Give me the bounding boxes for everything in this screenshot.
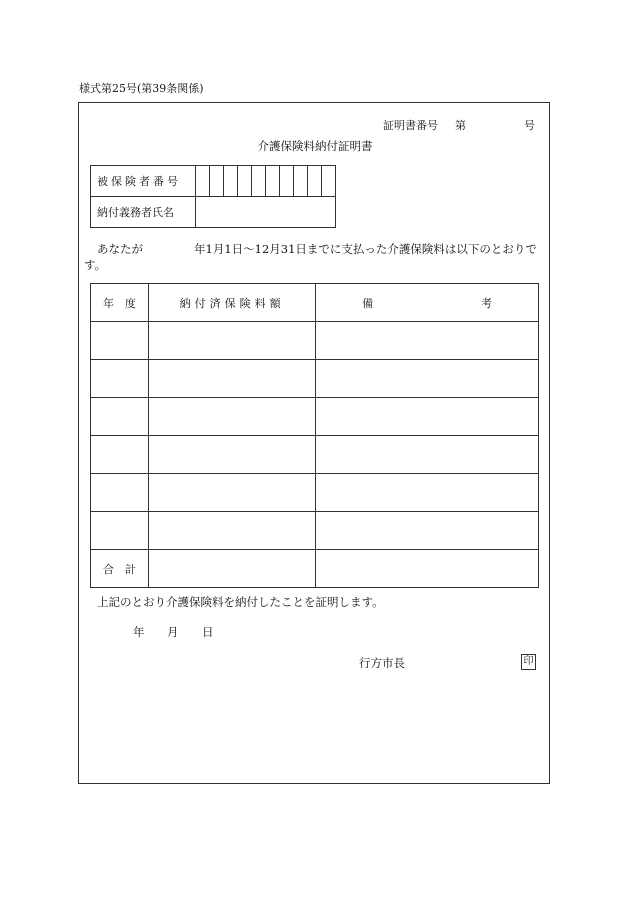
total-label: 合 計: [91, 550, 149, 588]
insured-number-row: [91, 166, 336, 197]
table-row: [91, 322, 539, 360]
table-row: [91, 512, 539, 550]
payer-name-field: [196, 197, 336, 228]
insured-number-digit-box: [266, 166, 280, 197]
year-cell: [91, 512, 149, 550]
insured-number-digit-box: [280, 166, 294, 197]
seal-mark: 印: [521, 654, 536, 670]
certificate-number-prefix: 第: [455, 119, 466, 132]
date-year: 年: [133, 625, 145, 639]
amount-cell: [148, 398, 315, 436]
remarks-cell: [316, 474, 539, 512]
table-row: [91, 474, 539, 512]
date-day: 日: [202, 625, 214, 639]
insured-number-digit-box: [252, 166, 266, 197]
remarks-cell: [316, 360, 539, 398]
insured-number-digit-box: [238, 166, 252, 197]
remarks-cell: [316, 436, 539, 474]
table-row: [91, 360, 539, 398]
total-row: [91, 550, 539, 588]
insured-number-digit-box: [322, 166, 336, 197]
payer-name-label: 納付義務者氏名: [91, 197, 196, 228]
year-cell: [91, 322, 149, 360]
body-text-period: 年1月1日～12月31日までに支払った介護保険料は以下のとおりで: [194, 242, 537, 256]
header-remarks: [316, 284, 539, 322]
body-text-start: あなたが: [97, 242, 143, 256]
issuer-title: 行方市長: [359, 656, 405, 670]
form-code: 様式第25号(第39条関係): [79, 82, 204, 95]
certificate-number-label: 証明書番号: [383, 119, 438, 132]
total-amount-cell: [148, 550, 315, 588]
amount-cell: [148, 512, 315, 550]
insured-number-label: 被保険者番号: [91, 166, 196, 197]
header-remarks-a: 備: [362, 296, 374, 310]
insured-info-table: [90, 165, 336, 228]
remarks-cell: [316, 322, 539, 360]
insured-number-digit-box: [224, 166, 238, 197]
header-paid-amount: 納付済保険料額: [148, 284, 315, 322]
insured-number-digit-box: [196, 166, 210, 197]
header-year: 年 度: [91, 284, 149, 322]
amount-cell: [148, 322, 315, 360]
total-remarks-cell: [316, 550, 539, 588]
year-cell: [91, 474, 149, 512]
certificate-number-suffix: 号: [524, 119, 535, 132]
header-remarks-b: 考: [481, 296, 493, 310]
insured-number-digit-box: [308, 166, 322, 197]
document-title: 介護保険料納付証明書: [257, 139, 373, 153]
year-cell: [91, 436, 149, 474]
table-row: [91, 436, 539, 474]
payment-table-header: [91, 284, 539, 322]
payer-name-row: [91, 197, 336, 228]
year-cell: [91, 398, 149, 436]
amount-cell: [148, 474, 315, 512]
remarks-cell: [316, 398, 539, 436]
payment-table: [90, 283, 539, 588]
remarks-cell: [316, 512, 539, 550]
body-text-end: す。: [84, 258, 107, 272]
insured-number-digit-box: [210, 166, 224, 197]
date-month: 月: [167, 625, 179, 639]
amount-cell: [148, 360, 315, 398]
year-cell: [91, 360, 149, 398]
amount-cell: [148, 436, 315, 474]
certification-statement: 上記のとおり介護保険料を納付したことを証明します。: [97, 595, 384, 609]
insured-number-digit-box: [294, 166, 308, 197]
table-row: [91, 398, 539, 436]
